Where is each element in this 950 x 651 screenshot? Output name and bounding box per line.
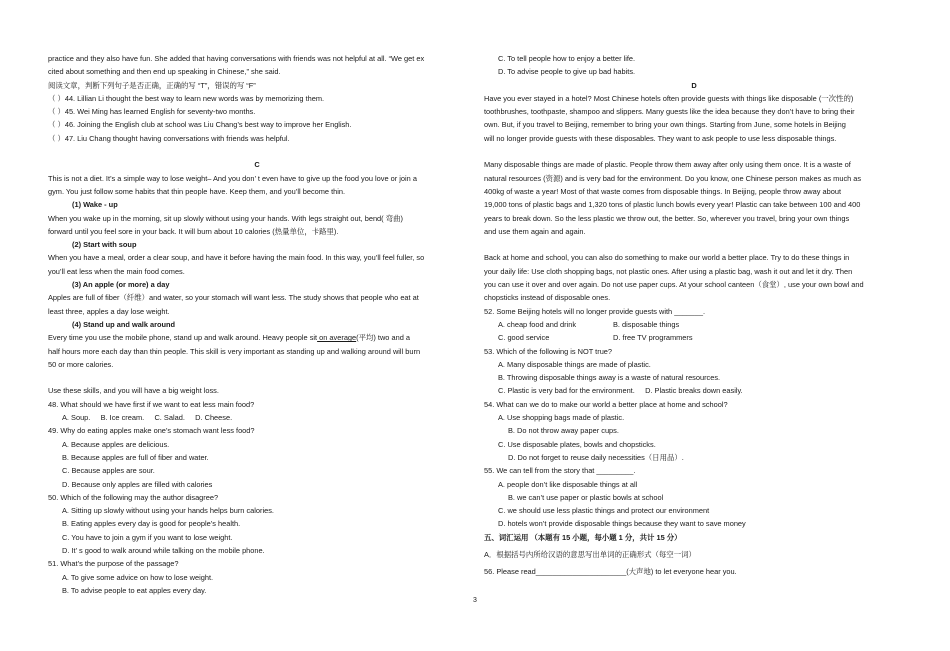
option-b[interactable]: B. we can’t use paper or plastic bowls at school (508, 492, 664, 502)
tf-item: （ ）47. Liu Chang thought having conversations with friends was helpful. (48, 133, 290, 143)
option-a[interactable]: A. Many disposable things are made of plastic. (498, 359, 651, 369)
passage-d-paragraph: Back at home and school, you can also do something to make our world a better place. Try to do these things in (484, 253, 850, 263)
option-d[interactable]: D. hotels won’t provide disposable things because they want to save money (498, 519, 746, 529)
passage-d-paragraph: Many disposable things are made of plastic. People throw them away after only using them once. It is a waste of (484, 160, 851, 170)
option-b[interactable]: B. Do not throw away paper cups. (508, 426, 619, 436)
option-c[interactable]: C. Plastic is very bad for the environment. (498, 386, 635, 396)
subheading-stand-up: (4) Stand up and walk around (72, 319, 176, 329)
option-a[interactable]: A. Soup. (62, 413, 91, 423)
option-b[interactable]: B. Eating apples every day is good for people’s health. (62, 519, 241, 529)
option-c[interactable]: C. we should use less plastic things and protect our environment (498, 506, 710, 516)
passage-d-paragraph: will no longer provide guests with these disposables. They want to ask people to use less disposable things. (484, 133, 837, 143)
option-d[interactable]: D. Cheese. (195, 413, 233, 423)
question-stem: 48. What should we have first if we want to eat less main food? (48, 399, 255, 409)
text-run: Every time you use the mobile phone, stand up and walk around. Heavy people sit (48, 333, 318, 343)
fill-in-question: 56. Please read______________________(大声地) to let everyone hear you. (484, 567, 737, 577)
option-b[interactable]: B. disposable things (613, 319, 680, 329)
passage-d-paragraph: you can use it over and over again. Do not use paper cups. At your school canteen（食堂）, use your own bowl and (484, 280, 864, 290)
left-column (48, 0, 466, 597)
subheading-apple: (3) An apple (or more) a day (72, 280, 170, 290)
tf-item: （ ）45. Wei Ming has learned English for seventy-two months. (48, 107, 256, 117)
passage-c-paragraph: Apples are full of fiber（纤维）and water, so your stomach will want less. The study shows that people who eat at (48, 293, 419, 303)
option-a[interactable]: A. Use shopping bags made of plastic. (498, 413, 625, 423)
intro-line: practice and they also have fun. She added that having conversations with friends was not helpful at all. “We get ex (48, 54, 425, 63)
right-column (484, 0, 904, 579)
passage-d-paragraph: your daily life: Use cloth shopping bags, not plastic ones. After using a plastic bag, wash it out and let it dry. Then (484, 266, 853, 276)
passage-d-paragraph: 19,000 tons of plastic bags and 1,320 tons of plastic lunch bowls every year! Plastic can take between 100 and 400 (484, 200, 861, 210)
passage-d-paragraph: and use them again and again. (484, 226, 586, 236)
question-stem: 53. Which of the following is NOT true? (484, 346, 613, 356)
answer-options (484, 384, 904, 397)
passage-c-paragraph: you’ll eat less when the main food comes. (48, 266, 185, 276)
passage-d-paragraph: years to break down. So the less plastic we throw out, the better. So, wherever you travel, bring your own things (484, 213, 850, 223)
passage-c-paragraph: forward until you feel sore in your back. It will burn about 10 calories (热量单位，卡路里). (48, 226, 339, 236)
section-title: 五、词汇运用 （本题有 15 小题，每小题 1 分，共计 15 分） (484, 532, 682, 542)
option-a[interactable]: A. Because apples are delicious. (62, 439, 170, 449)
option-a[interactable]: A. To give some advice on how to lose weight. (62, 572, 214, 582)
passage-d-paragraph: Have you ever stayed in a hotel? Most Chinese hotels often provide guests with things like disposable (一次性的) (484, 93, 854, 103)
passage-c-paragraph: When you have a meal, order a clear soup, and have it before having the main food. In this way, you’ll feel fuller, so (48, 253, 425, 263)
option-a[interactable]: A. Sitting up slowly without using your hands helps burn calories. (62, 506, 274, 516)
option-b[interactable]: B. Ice cream. (100, 413, 145, 423)
passage-c-paragraph (48, 331, 466, 344)
subheading-soup: (2) Start with soup (72, 240, 137, 250)
answer-options (48, 411, 466, 424)
tf-item: （ ）46. Joining the English club at school was Liu Chang’s best way to improve her English. (48, 120, 352, 130)
passage-c-paragraph: least three, apples a day lose weight. (48, 306, 170, 316)
option-d[interactable]: D. To advise people to give up bad habits. (498, 67, 636, 77)
tf-instruction: 阅读文章，判断下列句子是否正确，正确的写 “T”，错误的写 “F” (48, 80, 256, 90)
passage-c-closing: Use these skills, and you will have a big weight loss. (48, 386, 219, 396)
question-stem: 50. Which of the following may the author disagree? (48, 492, 219, 502)
question-stem: 54. What can we do to make our world a better place at home and school? (484, 399, 728, 409)
option-a[interactable]: A. people don’t like disposable things at all (498, 479, 638, 489)
option-a[interactable]: A. cheap food and drink (498, 319, 577, 329)
option-d[interactable]: D. It’ s good to walk around while talking on the mobile phone. (62, 545, 265, 555)
option-d[interactable]: D. Because only apples are filled with calories (62, 479, 213, 489)
question-stem: 55. We can tell from the story that _________. (484, 466, 636, 476)
option-c[interactable]: C. Salad. (154, 413, 185, 423)
option-d[interactable]: D. Do not forget to reuse daily necessities（日用品）. (508, 452, 684, 462)
intro-line: cited about something and then end up speaking in Chinese,” she said. (48, 67, 281, 77)
passage-d-paragraph: natural resources (资源) and is very bad for the environment. Do you know, one Chinese person makes as much as (484, 173, 862, 183)
passage-c-paragraph: 50 or more calories. (48, 359, 114, 369)
option-b[interactable]: B. To advise people to eat apples every day. (62, 585, 207, 595)
passage-d-paragraph: chopsticks instead of disposable ones. (484, 293, 611, 303)
option-c[interactable]: C. Because apples are sour. (62, 466, 155, 476)
passage-d-paragraph: toothbrushes, toothpaste, shampoo and slippers. Many guests like the idea because they don’t have to bring their (484, 107, 855, 117)
underlined-phrase: on average (317, 333, 357, 343)
question-stem: 49. Why do eating apples make one’s stomach want less food? (48, 426, 255, 436)
option-c[interactable]: C. Use disposable plates, bowls and chopsticks. (498, 439, 656, 449)
passage-d-paragraph: 400kg of waste a year! Most of that waste comes from disposable things. In Beijing, people throw away about (484, 186, 841, 196)
option-d[interactable]: D. Plastic breaks down easily. (645, 386, 743, 396)
passage-c-paragraph: When you wake up in the morning, sit up slowly without using your hands. With legs straight out, bend( 弯曲) (48, 213, 403, 223)
subheading-wake-up: (1) Wake - up (72, 200, 118, 210)
passage-c-intro: This is not a diet. It’s a simple way to lose weight– And you don’ t even have to give up the food you love or join a (48, 173, 417, 183)
option-c[interactable]: C. You have to join a gym if you want to lose weight. (62, 532, 233, 542)
text-run: (平均) two and a (356, 333, 410, 343)
passage-c-intro: gym. You just follow some habits that thin people have. Keep them, and you’ll become thin. (48, 186, 346, 196)
passage-d-paragraph: own. But, if you travel to Beijing, remember to bring your own things. Starting from June, some hotels in Beijing (484, 120, 846, 130)
section-instruction: A．根据括号内所给汉语的意思写出单词的正确形式（每空一词） (484, 549, 696, 559)
answer-options (484, 318, 904, 331)
answer-options (484, 331, 904, 344)
option-c[interactable]: C. good service (498, 333, 550, 343)
option-b[interactable]: B. Because apples are full of fiber and water. (62, 452, 209, 462)
tf-item: （ ）44. Lillian Li thought the best way to learn new words was by memorizing them. (48, 93, 325, 103)
passage-c-paragraph: half hours more each day than thin people. This skill is very important as standing up and walking around will burn (48, 346, 421, 356)
question-stem: 51. What’s the purpose of the passage? (48, 559, 179, 569)
option-c[interactable]: C. To tell people how to enjoy a better life. (498, 54, 636, 63)
passage-c-heading: C (254, 160, 260, 170)
page-number: 3 (473, 597, 477, 604)
question-stem: 52. Some Beijing hotels will no longer provide guests with _______. (484, 306, 706, 316)
passage-d-heading: D (691, 80, 697, 90)
option-b[interactable]: B. Throwing disposable things away is a waste of natural resources. (498, 373, 721, 383)
option-d[interactable]: D. free TV programmers (613, 333, 693, 343)
